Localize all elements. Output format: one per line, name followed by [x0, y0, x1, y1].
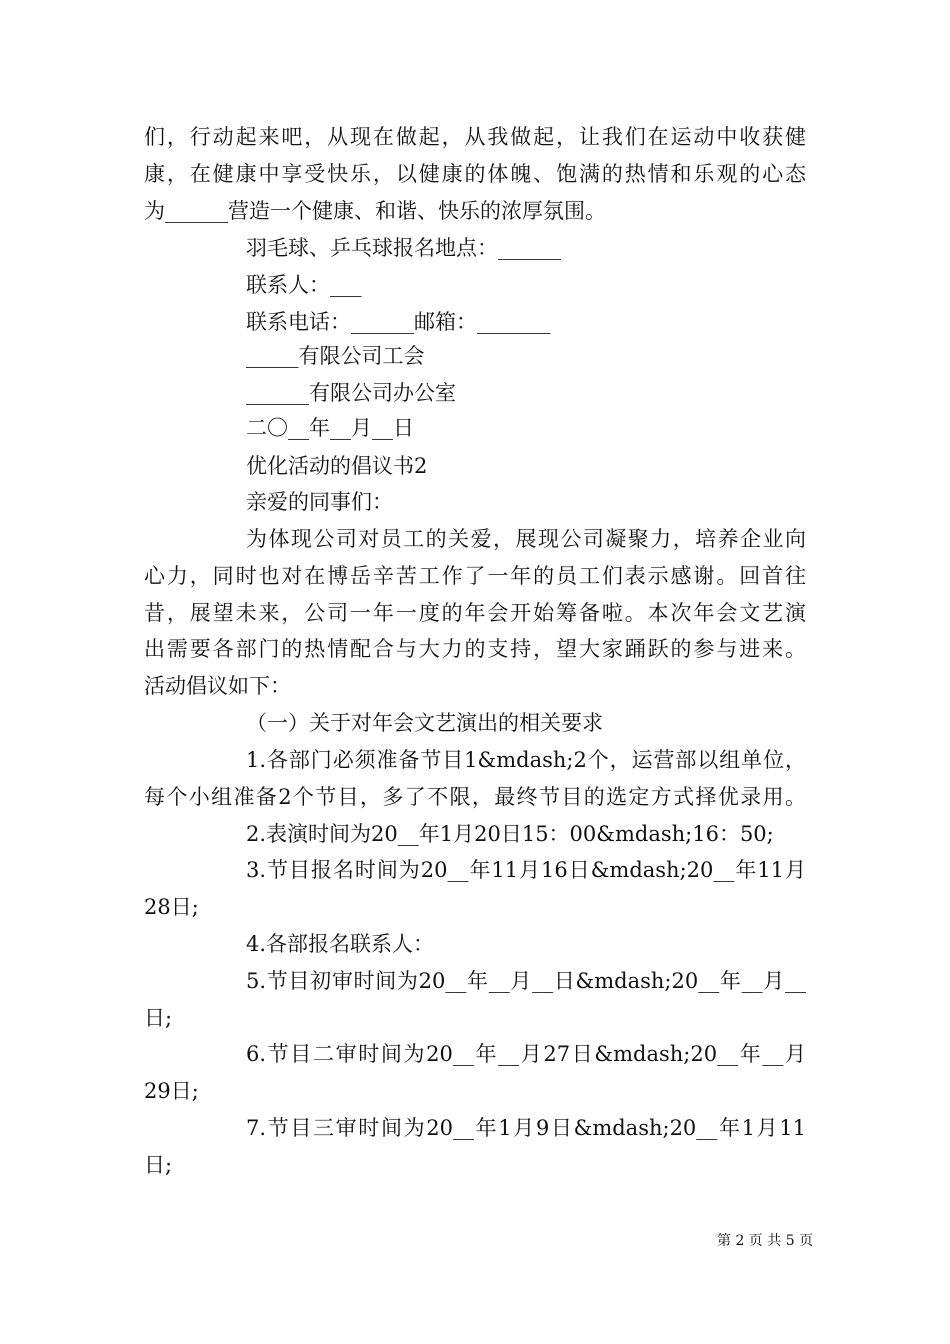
text-line-5: 联系人：___ — [246, 273, 362, 297]
section-title: 优化活动的倡议书2 — [246, 454, 428, 478]
text-line-1: 们，行动起来吧，从现在做起，从我做起，让我们在运动中收获健 — [144, 125, 806, 149]
text-line-8: ______有限公司办公室 — [246, 381, 456, 405]
list-item-7-line-1: 7.节目三审时间为20__年1月9日&mdash;20__年1月11 — [246, 1116, 806, 1140]
list-item-6-line-2: 29日; — [144, 1079, 199, 1103]
list-item-5-line-2: 日; — [144, 1006, 173, 1030]
paragraph-line-1: 为体现公司对员工的关爱，展现公司凝聚力，培养企业向 — [246, 527, 806, 551]
text-line-4: 羽毛球、乒乓球报名地点：______ — [246, 236, 561, 260]
paragraph-line-4: 出需要各部门的热情配合与大力的支持，望大家踊跃的参与进来。 — [144, 637, 806, 661]
text-line-9: 二〇__年__月__日 — [246, 416, 414, 440]
list-item-6-line-1: 6.节目二审时间为20__年__月27日&mdash;20__年__月 — [246, 1042, 806, 1066]
text-line-6: 联系电话：______邮箱：_______ — [246, 310, 551, 334]
list-item-1-line-2: 每个小组准备2个节目，多了不限，最终节目的选定方式择优录用。 — [144, 785, 806, 809]
subsection-heading: （一）关于对年会文艺演出的相关要求 — [246, 711, 603, 735]
list-item-5-line-1: 5.节目初审时间为20__年__月__日&mdash;20__年__月__ — [246, 969, 806, 993]
text-line-3: 为______营造一个健康、和谐、快乐的浓厚氛围。 — [144, 199, 606, 223]
paragraph-line-5: 活动倡议如下： — [144, 674, 291, 698]
page-indicator: 第 2 页 共 5 页 — [717, 1233, 814, 1249]
paragraph-line-2: 心力，同时也对在博岳辛苦工作了一年的员工们表示感谢。回首往 — [144, 564, 806, 588]
text-line-2: 康，在健康中享受快乐，以健康的体魄、饱满的热情和乐观的心态 — [144, 162, 806, 186]
list-item-4: 4.各部报名联系人： — [246, 932, 435, 956]
list-item-3-line-2: 28日; — [144, 895, 199, 919]
salutation: 亲爱的同事们： — [246, 490, 393, 514]
text-line-7: _____有限公司工会 — [246, 344, 425, 368]
list-item-2: 2.表演时间为20__年1月20日15：00&mdash;16：50; — [246, 822, 774, 846]
list-item-3-line-1: 3.节目报名时间为20__年11月16日&mdash;20__年11月 — [246, 858, 806, 882]
list-item-1-line-1: 1.各部门必须准备节目1&mdash;2个，运营部以组单位， — [246, 748, 806, 772]
list-item-7-line-2: 日; — [144, 1153, 173, 1177]
paragraph-line-3: 昔，展望未来，公司一年一度的年会开始筹备啦。本次年会文艺演 — [144, 601, 806, 625]
